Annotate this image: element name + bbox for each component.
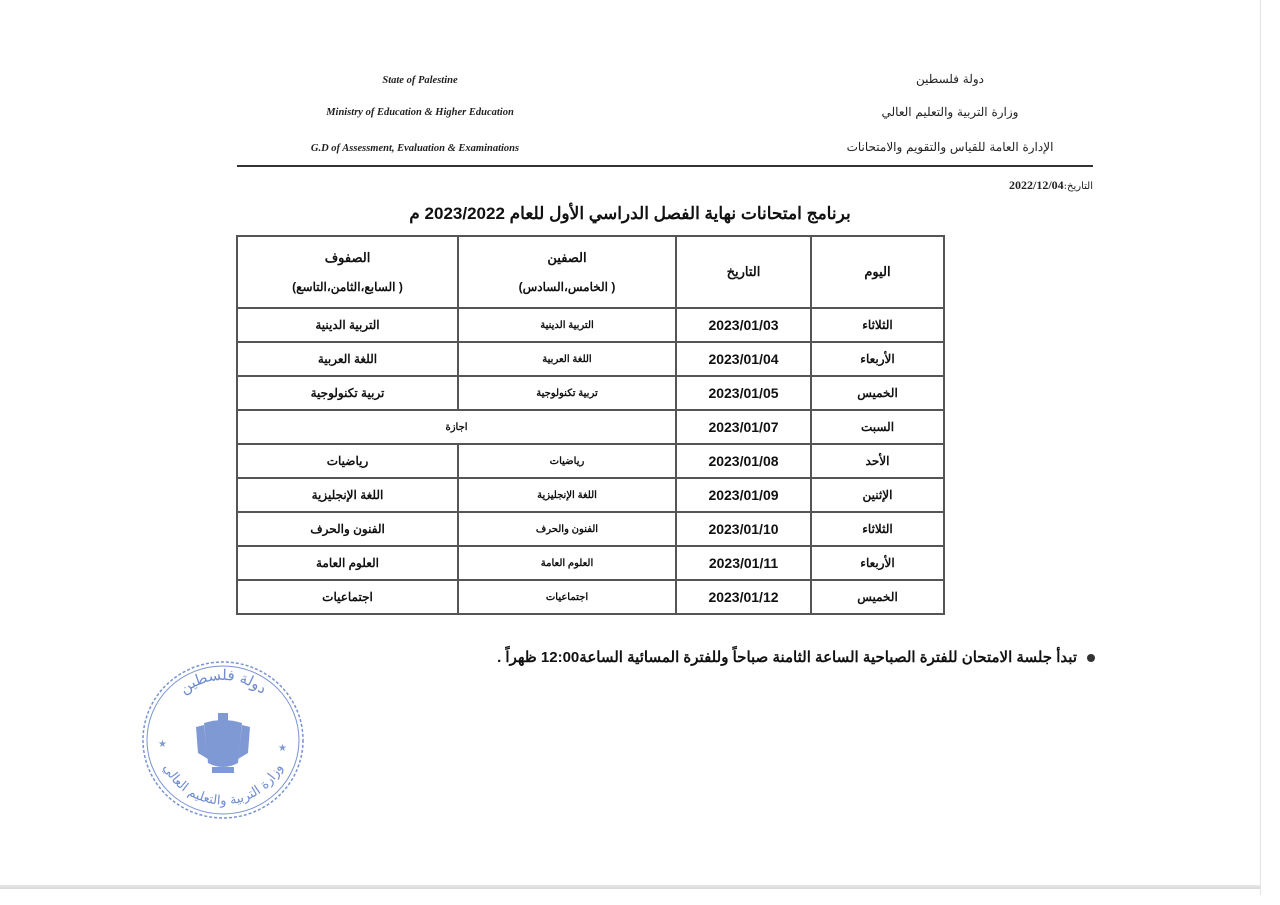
scan-edge-horizontal xyxy=(0,885,1260,889)
cell-day: الأربعاء xyxy=(811,342,944,376)
cell-subject-grades-7-9: اللغة العربية xyxy=(237,342,458,376)
table-row xyxy=(237,478,944,512)
table-row xyxy=(237,512,944,546)
header-en-state: State of Palestine xyxy=(382,75,458,86)
cell-subject-grades-5-6: العلوم العامة xyxy=(458,546,676,580)
header-date: التاريخ xyxy=(676,236,811,308)
cell-day: الخميس xyxy=(811,580,944,614)
cell-subject-grades-5-6: تربية تكنولوجية xyxy=(458,376,676,410)
header-group1-sub: ( الخامس،السادس) xyxy=(518,280,616,294)
page-title: برنامج امتحانات نهاية الفصل الدراسي الأول للعام 2023/2022 م xyxy=(409,204,851,223)
header-ar-ministry: وزارة التربية والتعليم العالي xyxy=(881,105,1019,119)
cell-date: 2023/01/10 xyxy=(676,512,811,546)
cell-date: 2023/01/08 xyxy=(676,444,811,478)
cell-date: 2023/01/11 xyxy=(676,546,811,580)
cell-subject-grades-7-9: رياضيات xyxy=(237,444,458,478)
table-row xyxy=(237,376,944,410)
header-ar-state: دولة فلسطين xyxy=(915,72,985,86)
cell-date: 2023/01/07 xyxy=(676,410,811,444)
cell-date: 2023/01/12 xyxy=(676,580,811,614)
cell-day: الأحد xyxy=(811,444,944,478)
cell-subject-grades-7-9: العلوم العامة xyxy=(237,546,458,580)
header-en-ministry: Ministry of Education & Higher Education xyxy=(326,107,514,118)
header-day: اليوم xyxy=(811,236,944,308)
cell-subject-grades-7-9: اجتماعيات xyxy=(237,580,458,614)
cell-day: الثلاثاء xyxy=(811,512,944,546)
cell-day: الأربعاء xyxy=(811,546,944,580)
header-group1 xyxy=(458,236,676,308)
ministry-stamp xyxy=(138,655,308,825)
cell-date: 2023/01/05 xyxy=(676,376,811,410)
cell-subject-grades-7-9: اللغة الإنجليزية xyxy=(237,478,458,512)
table-row xyxy=(237,410,944,444)
table-row xyxy=(237,444,944,478)
table-row xyxy=(237,308,944,342)
cell-subject-grades-5-6: الفنون والحرف xyxy=(458,512,676,546)
header-divider xyxy=(237,165,1093,167)
cell-subject-grades-7-9: التربية الدينية xyxy=(237,308,458,342)
exam-time-note-text: تبدأ جلسة الامتحان للفترة الصباحية الساعة الثامنة صباحاً وللفترة المسائية الساعة12:00 ظهراً . xyxy=(497,649,1077,666)
scan-edge-vertical xyxy=(1260,0,1261,895)
header-en-directorate: G.D of Assessment, Evaluation & Examinations xyxy=(310,143,520,154)
date-label: التاريخ: xyxy=(1063,181,1093,192)
stamp-text-bottom: وزارة التربية والتعليم العالي xyxy=(159,761,287,809)
cell-subject-grades-5-6: رياضيات xyxy=(458,444,676,478)
table-row xyxy=(237,580,944,614)
table-header-row xyxy=(237,236,944,308)
exam-schedule-table xyxy=(236,235,945,615)
cell-day: الثلاثاء xyxy=(811,308,944,342)
cell-subject-grades-5-6: اجتماعيات xyxy=(458,580,676,614)
date-value: 2022/12/04 xyxy=(1009,178,1064,192)
star-icon: ★ xyxy=(278,743,287,754)
header-group1-title: الصفين xyxy=(547,250,587,265)
table-row xyxy=(237,546,944,580)
cell-date: 2023/01/03 xyxy=(676,308,811,342)
cell-subject-grades-5-6: اللغة العربية xyxy=(458,342,676,376)
header-group2 xyxy=(237,236,458,308)
stamp-text-top: دولة فلسطين xyxy=(175,665,271,698)
cell-day: السبت xyxy=(811,410,944,444)
cell-subject-grades-5-6: اللغة الإنجليزية xyxy=(458,478,676,512)
cell-subject-grades-7-9: الفنون والحرف xyxy=(237,512,458,546)
table-row xyxy=(237,342,944,376)
bullet-icon xyxy=(1087,654,1095,662)
eagle-emblem-icon xyxy=(196,713,250,773)
cell-date: 2023/01/04 xyxy=(676,342,811,376)
cell-subject-grades-5-6: التربية الدينية xyxy=(458,308,676,342)
cell-day: الإثنين xyxy=(811,478,944,512)
cell-date: 2023/01/09 xyxy=(676,478,811,512)
star-icon: ★ xyxy=(158,739,167,750)
exam-time-note xyxy=(395,648,1095,666)
document-date xyxy=(960,178,1093,193)
header-ar-directorate: الإدارة العامة للقياس والتقويم والامتحانات xyxy=(846,140,1054,154)
cell-holiday: اجازة xyxy=(237,410,676,444)
cell-day: الخميس xyxy=(811,376,944,410)
header-group2-sub: ( السابع،الثامن،التاسع) xyxy=(292,280,403,294)
header-group2-title: الصفوف xyxy=(324,250,371,265)
cell-subject-grades-7-9: تربية تكنولوجية xyxy=(237,376,458,410)
